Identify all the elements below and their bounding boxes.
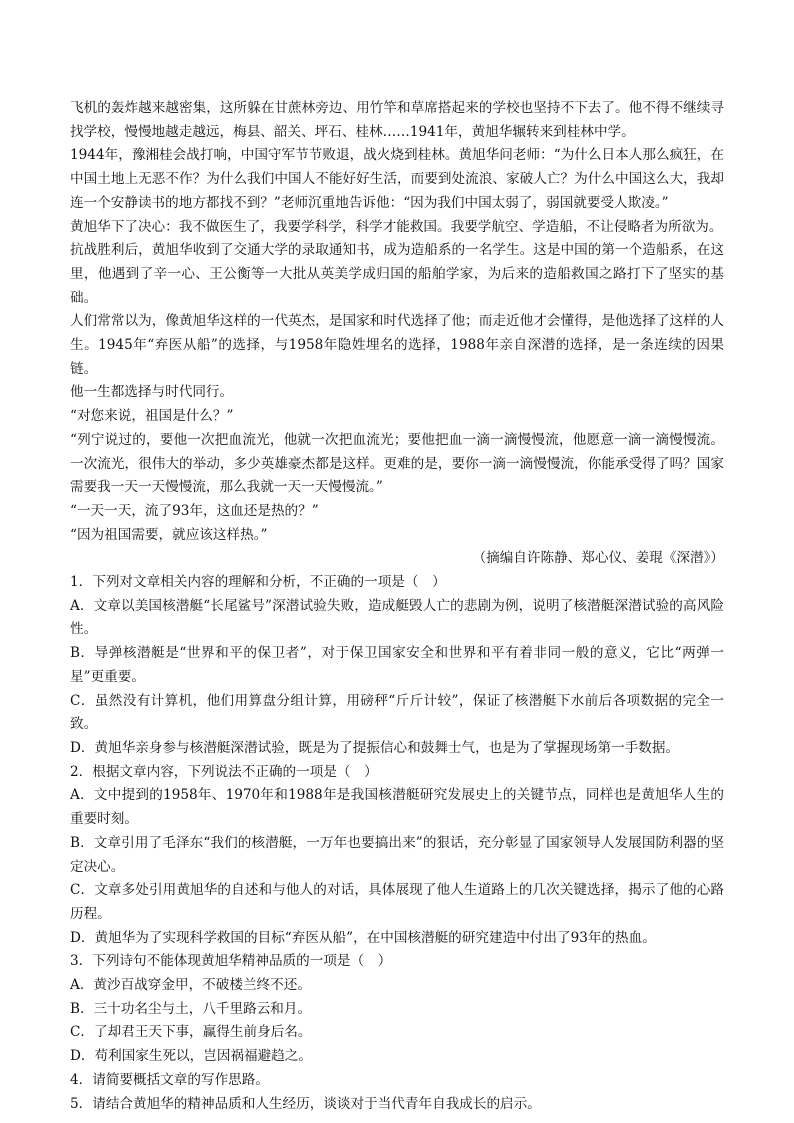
option-text: A．黄沙百战穿金甲，不破楼兰终不还。 xyxy=(70,977,311,994)
source-citation: （摘编自许陈静、郑心仪、姜琨《深潜》） xyxy=(472,550,724,567)
passage-paragraph: 他一生都选择与时代同行。 xyxy=(70,384,234,401)
option-text: B．三十功名尘与土，八千里路云和月。 xyxy=(70,1000,312,1017)
passage-paragraph: “列宁说过的，要他一次把血流光，他就一次把血流光；要他把血一滴一滴慢慢流，他愿意一滴一滴慢慢流。一次流光，很伟大的举动，多少英雄豪杰都是这样。更难的是，要你一滴一滴慢慢流，你能承受得了吗？国家需要我一天一天慢慢流，那么我就一天一天慢慢流。” xyxy=(70,431,724,496)
document-page xyxy=(70,97,724,1116)
question-stem: 2．根据文章内容，下列说法不正确的一项是（ ） xyxy=(70,763,378,780)
option-text: A．文中提到的1958年、1970年和1988年是我国核潜艇研究发展史上的关键节点，同样也是黄旭华人生的重要时刻。 xyxy=(70,787,724,828)
option-text: A．文章以美国核潜艇“长尾鲨号”深潜试验失败，造成艇毁人亡的悲剧为例，说明了核潜艇深潜试验的高风险性。 xyxy=(70,597,724,638)
option-text: D．苟利国家生死以，岂因祸福避趋之。 xyxy=(70,1048,312,1065)
passage-paragraph: 1944年，豫湘桂会战打响，中国守军节节败退，战火烧到桂林。黄旭华问老师：“为什么日本人那么疯狂，在中国土地上无恶不作？为什么我们中国人不能好好生活，而要到处流浪、家破人亡？为什么中国这么大，我却连一个安静读书的地方都找不到？”老师沉重地告诉他：“因为我们中国太弱了，弱国就要受人欺凌。” xyxy=(70,147,724,211)
passage-paragraph: “一天一天，流了93年，这血还是热的？” xyxy=(70,502,319,519)
passage-paragraph: 黄旭华下了决心：我不做医生了，我要学科学，科学才能救国。我要学航空、学造船，不让侵略者为所欲为。 xyxy=(70,218,723,235)
passage-paragraph: “对您来说，祖国是什么？” xyxy=(70,408,234,425)
question-stem: 5．请结合黄旭华的精神品质和人生经历，谈谈对于当代青年自我成长的启示。 xyxy=(70,1095,541,1112)
question-stem: 4．请简要概括文章的写作思路。 xyxy=(70,1071,269,1088)
question-stem: 3．下列诗句不能体现黄旭华精神品质的一项是（ ） xyxy=(70,953,392,970)
option-text: D．黄旭华亲身参与核潜艇深潜试验，既是为了提振信心和鼓舞士气，也是为了掌握现场第一手数据。 xyxy=(70,739,680,756)
option-text: C．虽然没有计算机，他们用算盘分组计算，用磅秤“斤斤计较”，保证了核潜艇下水前后各项数据的完全一致。 xyxy=(70,692,724,733)
passage-paragraph: 抗战胜利后，黄旭华收到了交通大学的录取通知书，成为造船系的一名学生。这是中国的第一个造船系，在这里，他遇到了辛一心、王公衡等一大批从英美学成归国的船舶学家，为后来的造船救国之路打下了坚实的基础。 xyxy=(70,242,724,306)
option-text: B．导弹核潜艇是“世界和平的保卫者”，对于保卫国家安全和世界和平有着非同一般的意义，它比“两弹一星”更重要。 xyxy=(70,645,724,685)
option-text: C．了却君王天下事，赢得生前身后名。 xyxy=(70,1024,312,1041)
passage-paragraph: 飞机的轰炸越来越密集，这所躲在甘蔗林旁边、用竹竿和草席搭起来的学校也坚持不下去了。他不得不继续寻找学校，慢慢地越走越远，梅县、韶关、坪石、桂林……1941年，黄旭华辗转来到桂林中学。 xyxy=(70,100,724,140)
option-text: D．黄旭华为了实现科学救国的目标“弃医从船”，在中国核潜艇的研究建造中付出了93年的热血。 xyxy=(70,929,656,946)
passage-paragraph: “因为祖国需要，就应该这样热。” xyxy=(70,526,268,543)
passage-paragraph: 人们常常以为，像黄旭华这样的一代英杰，是国家和时代选择了他；而走近他才会懂得，是他选择了这样的人生。1945年“弃医从船”的选择，与1958年隐姓埋名的选择，1988年亲自深潜的选择，是一条连续的因果链。 xyxy=(70,313,724,377)
option-text: C．文章多处引用黄旭华的自述和与他人的对话，具体展现了他人生道路上的几次关键选择，揭示了他的心路历程。 xyxy=(70,882,724,922)
question-stem: 1．下列对文章相关内容的理解和分析，不正确的一项是（ ） xyxy=(70,574,446,591)
option-text: B．文章引用了毛泽东“我们的核潜艇，一万年也要搞出来”的狠话，充分彰显了国家领导人发展国防利器的坚定决心。 xyxy=(70,834,724,875)
